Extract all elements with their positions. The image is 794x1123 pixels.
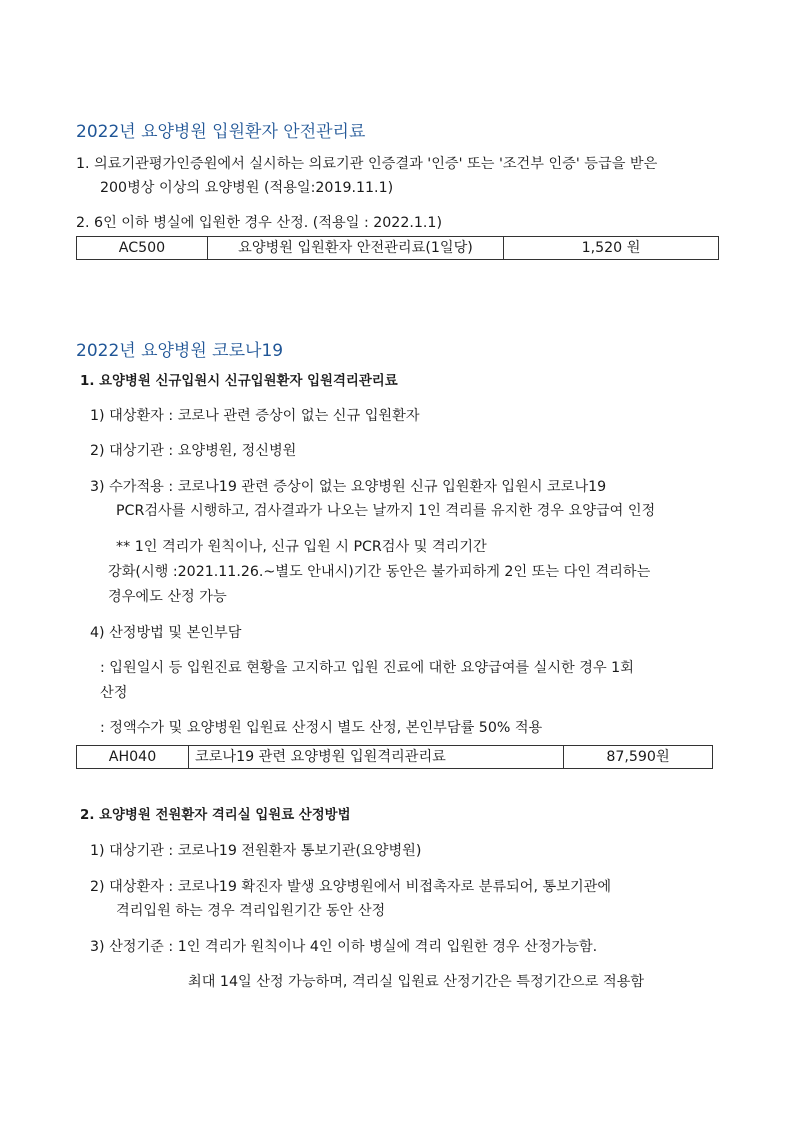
- table-row: [77, 746, 713, 769]
- section1-item1-line1: 1. 의료기관평가인증원에서 실시하는 의료기관 인증결과 '인증' 또는 '조건부 인증' 등급을 받은: [76, 156, 658, 172]
- section1-item2: 2. 6인 이하 병실에 입원한 경우 산정. (적용일 : 2022.1.1): [76, 215, 442, 231]
- sub1-item4-a-line2: 산정: [100, 685, 128, 701]
- fee-name: 코로나19 관련 요양병원 입원격리관리료: [189, 746, 564, 769]
- sub1-item4: 4) 산정방법 및 본인부담: [90, 625, 242, 641]
- section1-item1-line2: 200병상 이상의 요양병원 (적용일:2019.11.1): [100, 180, 394, 196]
- section1-fee-table: [76, 236, 719, 260]
- sub1-note-line3: 경우에도 산정 가능: [108, 589, 227, 605]
- table-row: [77, 237, 719, 260]
- sub1-item2: 2) 대상기관 : 요양병원, 정신병원: [90, 443, 297, 459]
- sub1-item3-line1: 3) 수가적용 : 코로나19 관련 증상이 없는 요양병원 신규 입원환자 입원시 코로나19: [90, 479, 607, 495]
- fee-price: 1,520 원: [504, 237, 719, 260]
- section2-sub2-title: 2. 요양병원 전원환자 격리실 입원료 산정방법: [80, 808, 351, 823]
- fee-name: 요양병원 입원환자 안전관리료(1일당): [208, 237, 504, 260]
- sub1-item1: 1) 대상환자 : 코로나 관련 증상이 없는 신규 입원환자: [90, 408, 420, 424]
- sub1-item3-line2: PCR검사를 시행하고, 검사결과가 나오는 날까지 1인 격리를 유지한 경우 요양급여 인정: [116, 503, 656, 519]
- sub1-note-line1: ** 1인 격리가 원칙이나, 신규 입원 시 PCR검사 및 격리기간: [116, 539, 487, 555]
- fee-code: AC500: [77, 237, 208, 260]
- sub2-item2-line1: 2) 대상환자 : 코로나19 확진자 발생 요양병원에서 비접촉자로 분류되어, 통보기관에: [90, 879, 612, 895]
- sub1-item4-a-line1: : 입원일시 등 입원진료 현황을 고지하고 입원 진료에 대한 요양급여를 실시한 경우 1회: [100, 660, 634, 676]
- sub2-item3-line2: 최대 14일 산정 가능하며, 격리실 입원료 산정기간은 특정기간으로 적용함: [188, 974, 645, 990]
- sub2-item1: 1) 대상기관 : 코로나19 전원환자 통보기관(요양병원): [90, 843, 422, 859]
- sub2-item3-line1: 3) 산정기준 : 1인 격리가 원칙이나 4인 이하 병실에 격리 입원한 경우 산정가능함.: [90, 939, 598, 955]
- section2-heading: 2022년 요양병원 코로나19: [76, 341, 284, 361]
- section1-heading: 2022년 요양병원 입원환자 안전관리료: [76, 122, 366, 142]
- section2-fee-table: [76, 745, 713, 769]
- fee-code: AH040: [77, 746, 189, 769]
- fee-price: 87,590원: [564, 746, 713, 769]
- sub2-item2-line2: 격리입원 하는 경우 격리입원기간 동안 산정: [116, 903, 386, 919]
- sub1-note-line2: 강화(시행 :2021.11.26.~별도 안내시)기간 동안은 불가피하게 2인 또는 다인 격리하는: [108, 564, 651, 580]
- section2-sub1-title: 1. 요양병원 신규입원시 신규입원환자 입원격리관리료: [80, 374, 398, 389]
- sub1-item4-b: : 정액수가 및 요양병원 입원료 산정시 별도 산정, 본인부담률 50% 적용: [100, 720, 543, 736]
